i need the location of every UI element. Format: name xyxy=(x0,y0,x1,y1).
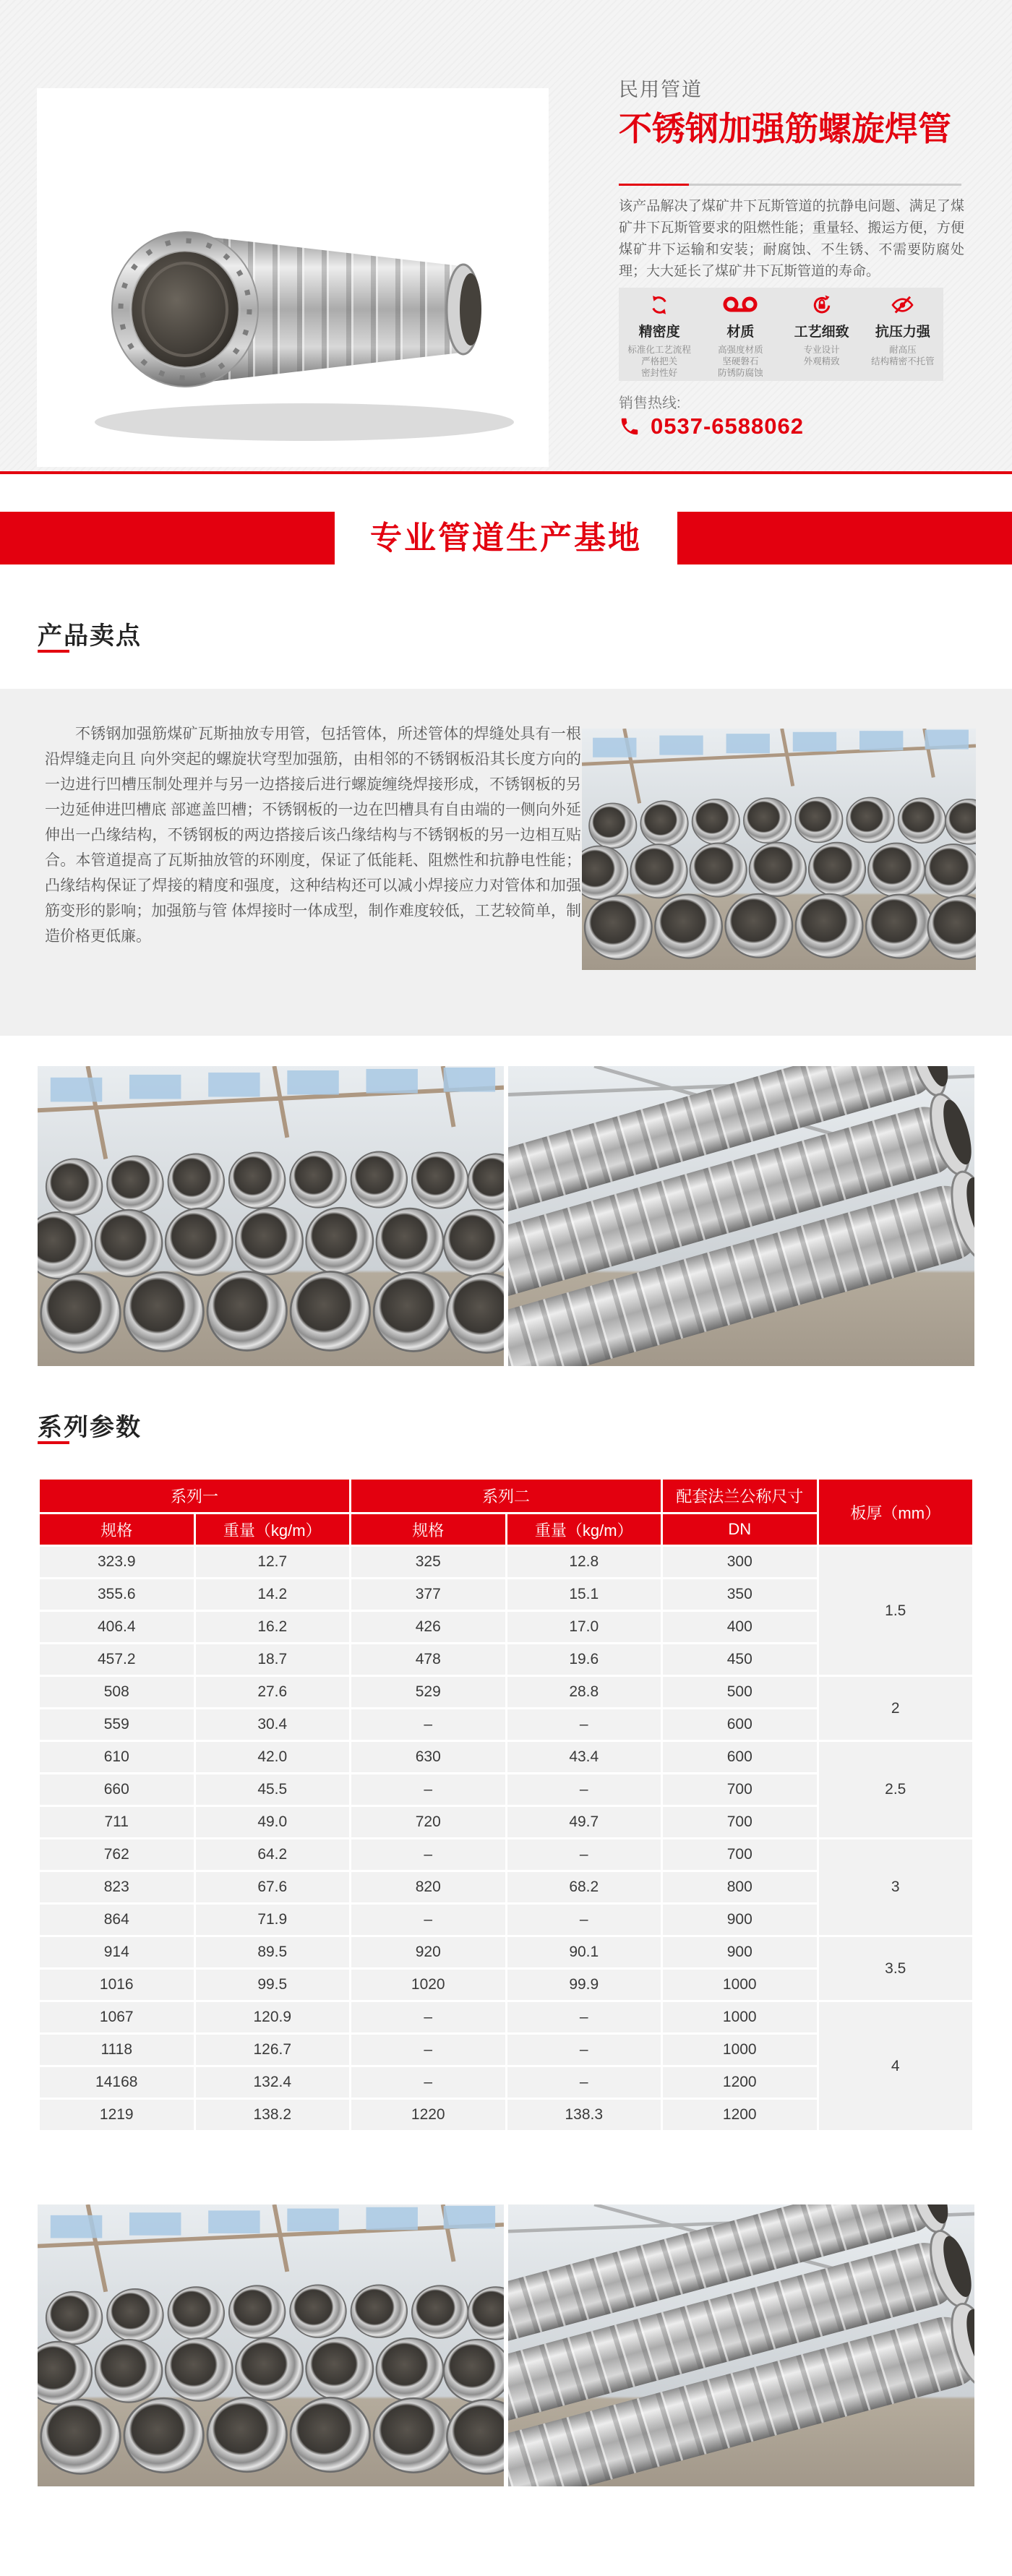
table-group-header: 配套法兰公称尺寸 xyxy=(663,1480,817,1512)
pipes-photo-closeup xyxy=(508,2204,974,2486)
table-cell: 126.7 xyxy=(196,2035,350,2065)
table-cell: – xyxy=(351,1774,505,1805)
table-cell: 138.2 xyxy=(196,2100,350,2130)
pipes-photo-front xyxy=(38,1066,504,1366)
selling-points-paragraph: 不锈钢加强筋煤矿瓦斯抽放专用管，包括管体，所述管体的焊缝处具有一根沿焊缝走向且 向外突起的螺旋状穹型加强筋，由相邻的不锈钢板沿其长度方向的一边进行凹槽压制处理并与另一边搭接后进行螺旋缠绕焊接形成，不锈钢板的另一边延伸进凹槽底 部遮盖凹槽；不锈钢板的一边在凹槽具有自由端的一侧向外延伸出一凸缘结构，不锈钢板的两边搭接后该凸缘结构与不锈钢板的另一边相互贴合。本管道提高了瓦斯抽放管的环刚度，保证了低能耗、阻燃性和抗静电性能；凸缘结构保证了焊接的精度和强度，这种结构还可以减小焊接应力对管体和加强筋变形的影响；加强筋与管 体焊接时一体成型，制作难度较低，工艺较简单，制造价格更低廉。 xyxy=(45,726,581,945)
table-cell: 610 xyxy=(40,1742,194,1772)
feature-line: 坚硬磐石 xyxy=(722,356,759,366)
selling-points-section xyxy=(0,689,1012,1036)
table-cell: 377 xyxy=(351,1579,505,1610)
table-cell: 89.5 xyxy=(196,1937,350,1967)
table-cell: 30.4 xyxy=(196,1709,350,1740)
table-sub-header: 重量（kg/m） xyxy=(507,1514,661,1545)
table-cell: 16.2 xyxy=(196,1612,350,1642)
table-cell: 1020 xyxy=(351,1970,505,2000)
table-cell: 99.5 xyxy=(196,1970,350,2000)
feature-title: 抗压力强 xyxy=(875,325,930,340)
table-group-header: 系列二 xyxy=(351,1480,661,1512)
gallery-row-1 xyxy=(0,1066,1012,1366)
table-cell: 68.2 xyxy=(507,1872,661,1902)
table-cell: 43.4 xyxy=(507,1742,661,1772)
banner xyxy=(0,512,1012,564)
craft-icon xyxy=(781,293,862,317)
banner-title: 专业管道生产基地 xyxy=(370,520,642,556)
table-cell: 325 xyxy=(351,1547,505,1577)
table-cell: 49.7 xyxy=(507,1807,661,1837)
feature-material xyxy=(700,288,781,381)
warehouse-photo xyxy=(582,729,976,970)
table-cell: 28.8 xyxy=(507,1677,661,1707)
table-cell: – xyxy=(351,1839,505,1870)
selling-points-heading: 产品卖点 xyxy=(38,622,142,650)
table-cell: 864 xyxy=(40,1905,194,1935)
table-cell: 600 xyxy=(663,1742,817,1772)
table-cell: 457.2 xyxy=(40,1644,194,1675)
table-cell: 660 xyxy=(40,1774,194,1805)
feature-pressure xyxy=(862,288,943,381)
feature-precision xyxy=(619,288,700,381)
table-cell: 300 xyxy=(663,1547,817,1577)
table-cell: 630 xyxy=(351,1742,505,1772)
table-cell: 800 xyxy=(663,1872,817,1902)
table-row xyxy=(40,1677,972,1707)
table-cell: 45.5 xyxy=(196,1774,350,1805)
phone-number: 0537-6588062 xyxy=(651,413,804,439)
feature-title: 精密度 xyxy=(638,325,680,340)
thickness-cell: 3.5 xyxy=(819,1937,973,2000)
table-cell: 67.6 xyxy=(196,1872,350,1902)
table-cell: 1219 xyxy=(40,2100,194,2130)
table-cell: 823 xyxy=(40,1872,194,1902)
table-cell: 350 xyxy=(663,1579,817,1610)
table-row xyxy=(40,1839,972,1870)
table-cell: 27.6 xyxy=(196,1677,350,1707)
table-cell: – xyxy=(507,1839,661,1870)
pipes-photo-stacked xyxy=(38,2204,504,2486)
table-cell: – xyxy=(507,2067,661,2098)
feature-line: 高强度材质 xyxy=(718,345,763,355)
table-cell: 500 xyxy=(663,1677,817,1707)
table-cell: – xyxy=(351,2067,505,2098)
table-cell: 478 xyxy=(351,1644,505,1675)
table-cell: 720 xyxy=(351,1807,505,1837)
hotline-label: 销售热线: xyxy=(619,395,681,411)
table-cell: 700 xyxy=(663,1807,817,1837)
table-cell: 355.6 xyxy=(40,1579,194,1610)
table-cell: 700 xyxy=(663,1774,817,1805)
table-cell: 1067 xyxy=(40,2002,194,2032)
selling-points-underline xyxy=(38,650,69,653)
phone-icon xyxy=(619,416,640,437)
table-cell: 820 xyxy=(351,1872,505,1902)
table-sub-header: 规格 xyxy=(351,1514,505,1545)
table-cell: – xyxy=(507,1709,661,1740)
table-cell: 12.7 xyxy=(196,1547,350,1577)
table-cell: – xyxy=(507,2002,661,2032)
table-cell: 323.9 xyxy=(40,1547,194,1577)
table-cell: 600 xyxy=(663,1709,817,1740)
thickness-cell: 3 xyxy=(819,1839,973,1935)
table-cell: – xyxy=(507,2035,661,2065)
table-cell: 1000 xyxy=(663,2002,817,2032)
pressure-icon xyxy=(862,293,943,317)
table-cell: 1118 xyxy=(40,2035,194,2065)
thickness-cell: 2.5 xyxy=(819,1742,973,1837)
table-cell: 529 xyxy=(351,1677,505,1707)
parameters-heading: 系列参数 xyxy=(38,1414,142,1441)
table-cell: 90.1 xyxy=(507,1937,661,1967)
banner-right-bar xyxy=(677,512,1012,564)
feature-craft xyxy=(781,288,862,381)
parameters-table xyxy=(38,1477,974,2132)
parameters-table-body xyxy=(40,1547,972,2130)
sync-icon xyxy=(619,293,700,317)
product-description: 该产品解决了煤矿井下瓦斯管道的抗静电问题、满足了煤矿井下瓦斯管要求的阻燃性能；重量轻、搬运方便，方便煤矿井下运输和安装；耐腐蚀、不生锈、不需要防腐处理；大大延长了煤矿井下瓦斯管道的寿命。 xyxy=(619,199,964,279)
table-row xyxy=(40,1742,972,1772)
feature-line: 标准化工艺流程 xyxy=(627,345,691,355)
table-cell: 14168 xyxy=(40,2067,194,2098)
table-cell: 426 xyxy=(351,1612,505,1642)
table-cell: 1000 xyxy=(663,1970,817,2000)
table-cell: 559 xyxy=(40,1709,194,1740)
thickness-cell: 4 xyxy=(819,2002,973,2130)
product-image xyxy=(37,88,549,467)
table-cell: 920 xyxy=(351,1937,505,1967)
table-row xyxy=(40,1547,972,1577)
feature-line: 严格把关 xyxy=(641,356,678,366)
hotline-phone[interactable] xyxy=(619,413,804,439)
table-cell: 1000 xyxy=(663,2035,817,2065)
table-cell: 15.1 xyxy=(507,1579,661,1610)
parameters-underline xyxy=(38,1441,69,1444)
table-cell: 1220 xyxy=(351,2100,505,2130)
table-cell: 1016 xyxy=(40,1970,194,2000)
gallery-row-2 xyxy=(0,2204,1012,2486)
spiral-pipe-illustration xyxy=(37,88,549,467)
table-sub-header: 重量（kg/m） xyxy=(196,1514,350,1545)
table-cell: 132.4 xyxy=(196,2067,350,2098)
table-cell: 138.3 xyxy=(507,2100,661,2130)
table-cell: 42.0 xyxy=(196,1742,350,1772)
table-cell: 914 xyxy=(40,1937,194,1967)
table-sub-header: 规格 xyxy=(40,1514,194,1545)
table-cell: 17.0 xyxy=(507,1612,661,1642)
table-cell: 406.4 xyxy=(40,1612,194,1642)
table-cell: 900 xyxy=(663,1905,817,1935)
table-cell: 12.8 xyxy=(507,1547,661,1577)
feature-line: 耐高压 xyxy=(889,345,917,355)
feature-line: 专业设计 xyxy=(803,345,840,355)
table-cell: 64.2 xyxy=(196,1839,350,1870)
thickness-cell: 2 xyxy=(819,1677,973,1740)
feature-line: 外观精致 xyxy=(803,356,840,366)
category-label: 民用管道 xyxy=(619,79,703,100)
pipes-photo-angle xyxy=(508,1066,974,1366)
feature-line: 防锈防腐蚀 xyxy=(718,368,763,378)
header-section xyxy=(0,0,1012,474)
table-cell: – xyxy=(351,1709,505,1740)
feature-line: 结构精密不托管 xyxy=(871,356,935,366)
table-cell: 99.9 xyxy=(507,1970,661,2000)
table-group-header: 板厚（mm） xyxy=(819,1480,973,1545)
table-cell: 400 xyxy=(663,1612,817,1642)
banner-left-bar xyxy=(0,512,335,564)
table-cell: 1200 xyxy=(663,2100,817,2130)
title-divider xyxy=(619,184,961,186)
table-cell: 700 xyxy=(663,1839,817,1870)
table-cell: 508 xyxy=(40,1677,194,1707)
table-row xyxy=(40,1937,972,1967)
table-cell: 14.2 xyxy=(196,1579,350,1610)
table-cell: 49.0 xyxy=(196,1807,350,1837)
product-title: 不锈钢加强筋螺旋焊管 xyxy=(619,110,951,147)
table-cell: 711 xyxy=(40,1807,194,1837)
table-cell: – xyxy=(351,2035,505,2065)
table-cell: 450 xyxy=(663,1644,817,1675)
table-cell: – xyxy=(507,1905,661,1935)
feature-title: 工艺细致 xyxy=(794,325,849,340)
feature-line: 密封性好 xyxy=(641,368,678,378)
feature-box xyxy=(619,288,943,381)
table-cell: 71.9 xyxy=(196,1905,350,1935)
table-cell: 18.7 xyxy=(196,1644,350,1675)
table-cell: – xyxy=(351,2002,505,2032)
table-group-header: 系列一 xyxy=(40,1480,349,1512)
thickness-cell: 1.5 xyxy=(819,1547,973,1675)
table-cell: 120.9 xyxy=(196,2002,350,2032)
table-cell: 1200 xyxy=(663,2067,817,2098)
feature-title: 材质 xyxy=(726,325,755,340)
table-cell: – xyxy=(351,1905,505,1935)
table-cell: 762 xyxy=(40,1839,194,1870)
table-cell: 19.6 xyxy=(507,1644,661,1675)
table-row xyxy=(40,2002,972,2032)
material-icon xyxy=(700,293,781,317)
table-cell: – xyxy=(507,1774,661,1805)
table-cell: 900 xyxy=(663,1937,817,1967)
table-sub-header: DN xyxy=(663,1514,817,1545)
